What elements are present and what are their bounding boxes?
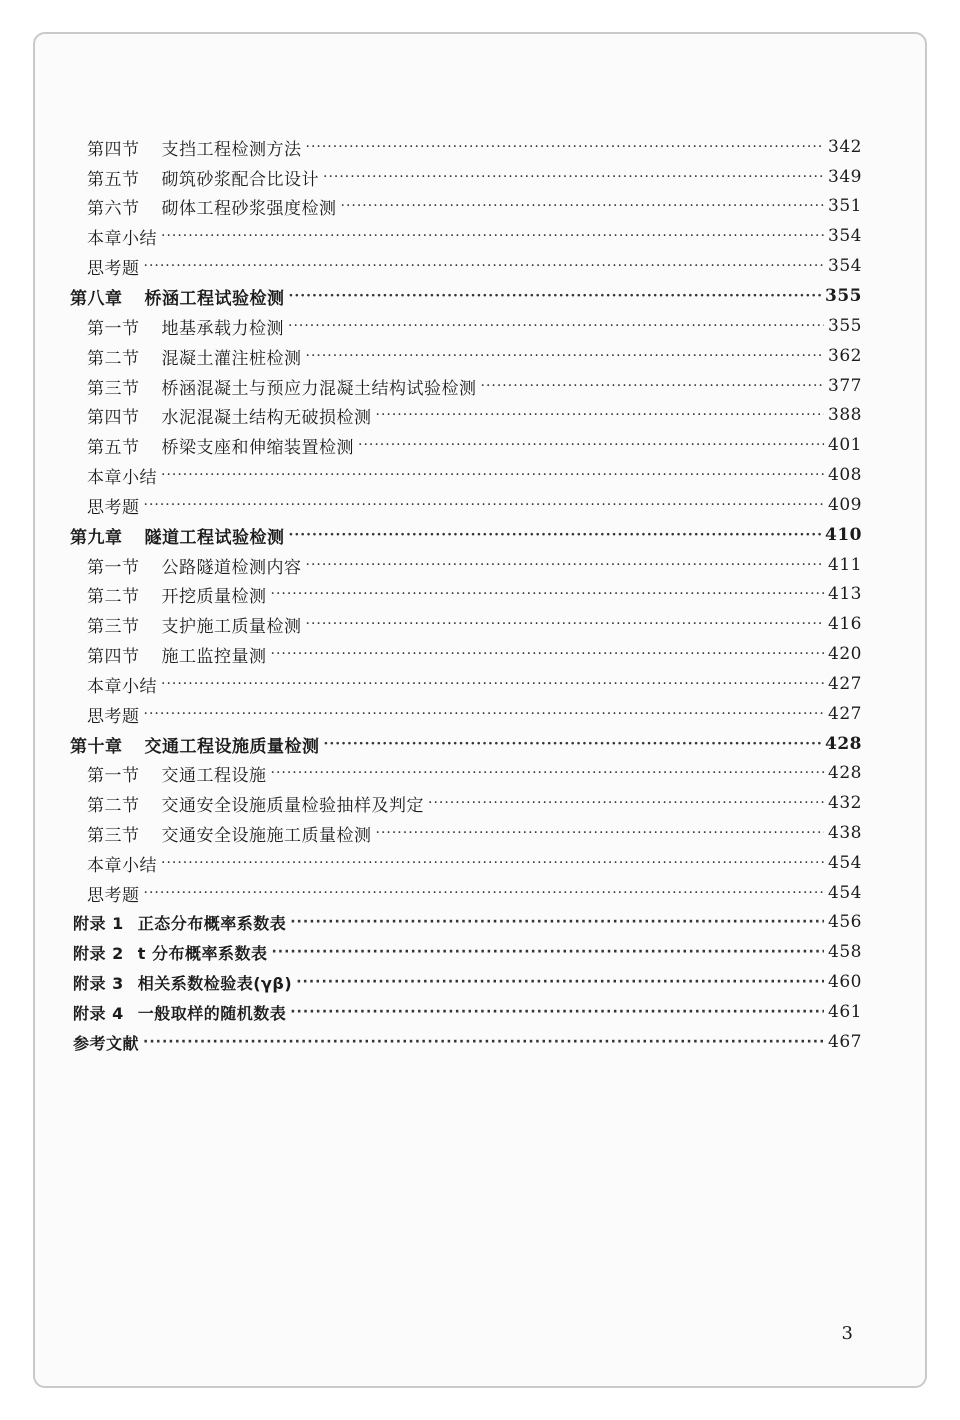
toc-entry-number: 第三节 — [87, 378, 140, 399]
leader-dots — [376, 407, 825, 423]
toc-appendix-title: 正态分布概率系数表 — [137, 913, 287, 933]
toc-entry-page: 409 — [828, 495, 862, 515]
toc-entry-number: 第四节 — [87, 407, 140, 428]
toc-appendix-title: 一般取样的随机数表 — [137, 1003, 287, 1023]
toc-entry-number: 第一节 — [87, 318, 140, 339]
toc-chapter — [70, 520, 862, 550]
leader-dots — [143, 1034, 824, 1050]
toc-entry-page: 401 — [828, 435, 862, 455]
toc-appendix — [73, 967, 862, 997]
toc-entry-title: 思考题 — [87, 258, 140, 279]
leader-dots — [358, 437, 824, 453]
toc-chapter-number: 第九章 — [70, 527, 123, 548]
toc-entry — [87, 848, 862, 878]
toc-entry-page: 416 — [828, 614, 862, 634]
leader-dots — [296, 974, 824, 990]
toc-entry-page: 456 — [828, 912, 862, 932]
toc-entry-page: 351 — [828, 196, 862, 216]
toc-entry — [87, 609, 862, 639]
leader-dots — [161, 855, 824, 871]
toc-entry-title: 地基承载力检测 — [161, 318, 284, 339]
leader-dots — [341, 198, 825, 214]
toc-entry-title: 支挡工程检测方法 — [161, 139, 302, 160]
leader-dots — [290, 1004, 824, 1020]
toc-chapter-title: 隧道工程试验检测 — [144, 527, 285, 548]
toc-entry-number: 第三节 — [87, 825, 140, 846]
toc-chapter — [70, 729, 862, 759]
leader-dots — [161, 228, 824, 244]
leader-dots — [323, 169, 824, 185]
toc-entry — [87, 311, 862, 341]
leader-dots — [290, 914, 824, 930]
leader-dots — [144, 497, 825, 513]
toc-entry-title: 本章小结 — [87, 228, 157, 249]
leader-dots — [144, 885, 825, 901]
toc-entry — [87, 400, 862, 430]
leader-dots — [306, 139, 825, 155]
toc-entry — [87, 550, 862, 580]
leader-dots — [288, 318, 824, 334]
toc-entry-page: 427 — [828, 674, 862, 694]
leader-dots — [271, 944, 824, 960]
toc-entry-page: 461 — [828, 1002, 862, 1022]
toc-entry-page: 342 — [828, 137, 862, 157]
leader-dots — [289, 527, 822, 543]
toc-entry-page: 355 — [828, 316, 862, 336]
leader-dots — [161, 676, 824, 692]
toc-entry-page: 438 — [828, 823, 862, 843]
toc-entry-title: 公路隧道检测内容 — [161, 557, 302, 578]
toc-entry — [87, 818, 862, 848]
toc-entry-title: 交通安全设施质量检验抽样及判定 — [161, 795, 424, 816]
toc-entry — [87, 460, 862, 490]
leader-dots — [144, 258, 825, 274]
toc-entry-page: 349 — [828, 167, 862, 187]
toc-entry — [87, 371, 862, 401]
toc-entry — [87, 162, 862, 192]
toc-entry — [87, 669, 862, 699]
toc-entry-number: 第四节 — [87, 139, 140, 160]
toc-entry — [87, 430, 862, 460]
page-number: 3 — [841, 1323, 853, 1344]
toc-entry-page: 467 — [828, 1032, 862, 1052]
book-page — [33, 32, 927, 1388]
leader-dots — [271, 765, 825, 781]
leader-dots — [306, 348, 825, 364]
toc-entry — [87, 132, 862, 162]
toc-chapter-title: 桥涵工程试验检测 — [144, 288, 285, 309]
toc-appendix — [73, 997, 862, 1027]
toc-entry-title: 本章小结 — [87, 676, 157, 697]
toc-entry — [87, 579, 862, 609]
toc-entry-title: 支护施工质量检测 — [161, 616, 302, 637]
toc-appendix — [73, 937, 862, 967]
toc-entry-page: 354 — [828, 226, 862, 246]
toc-entry-title: 本章小结 — [87, 855, 157, 876]
toc-entry-title: 砌筑砂浆配合比设计 — [161, 169, 319, 190]
toc-entry-page: 362 — [828, 346, 862, 366]
toc-entry-title: 思考题 — [87, 885, 140, 906]
toc-entry-number: 第二节 — [87, 586, 140, 607]
toc-entry-title: 混凝土灌注桩检测 — [161, 348, 302, 369]
leader-dots — [271, 586, 825, 602]
toc-references — [73, 1027, 862, 1057]
toc-entry-title: 思考题 — [87, 706, 140, 727]
toc-entry-page: 388 — [828, 405, 862, 425]
leader-dots — [376, 825, 825, 841]
toc-entry-page: 377 — [828, 376, 862, 396]
leader-dots — [481, 378, 825, 394]
toc-references-title: 参考文献 — [73, 1033, 140, 1053]
toc-entry-page: 411 — [828, 555, 862, 575]
toc-entry-page: 454 — [828, 853, 862, 873]
toc-entry — [87, 878, 862, 908]
toc-entry-number: 第二节 — [87, 795, 140, 816]
toc-entry-number: 第二节 — [87, 348, 140, 369]
toc-entry-page: 354 — [828, 256, 862, 276]
toc-entry-page: 427 — [828, 704, 862, 724]
toc-entry-title: 思考题 — [87, 497, 140, 518]
toc-entry-title: 交通工程设施 — [161, 765, 267, 786]
toc-entry-title: 交通安全设施施工质量检测 — [161, 825, 372, 846]
toc-appendix-number: 附录 1 — [73, 913, 124, 933]
toc-chapter-number: 第八章 — [70, 288, 123, 309]
toc-entry — [87, 699, 862, 729]
toc-appendix — [73, 907, 862, 937]
leader-dots — [428, 795, 824, 811]
toc-entry-number: 第三节 — [87, 616, 140, 637]
leader-dots — [306, 557, 825, 573]
toc-entry-page: 413 — [828, 584, 862, 604]
toc-entry — [87, 788, 862, 818]
leader-dots — [271, 646, 825, 662]
toc-entry — [87, 490, 862, 520]
toc-entry — [87, 251, 862, 281]
toc-entry-number: 第一节 — [87, 765, 140, 786]
toc-entry-page: 420 — [828, 644, 862, 664]
toc-appendix-number: 附录 2 — [73, 943, 124, 963]
toc-entry-title: 开挖质量检测 — [161, 586, 267, 607]
toc-appendix-number: 附录 3 — [73, 973, 124, 993]
toc-entry — [87, 191, 862, 221]
leader-dots — [289, 288, 822, 304]
leader-dots — [161, 467, 824, 483]
toc-entry-page: 460 — [828, 972, 862, 992]
toc-entry-title: 施工监控量测 — [161, 646, 267, 667]
toc-entry-title: 砌体工程砂浆强度检测 — [161, 198, 337, 219]
toc-entry-title: 桥梁支座和伸缩装置检测 — [161, 437, 354, 458]
toc-entry-page: 458 — [828, 942, 862, 962]
toc-entry-page: 454 — [828, 883, 862, 903]
toc-entry-page: 355 — [825, 286, 862, 306]
toc-entry — [87, 758, 862, 788]
toc-entry — [87, 221, 862, 251]
toc-appendix-title: 相关系数检验表(γβ) — [137, 973, 293, 993]
toc-entry-page: 428 — [825, 734, 862, 754]
toc-appendix-title: t 分布概率系数表 — [137, 943, 268, 963]
toc-chapter-number: 第十章 — [70, 736, 123, 757]
toc-entry-page: 410 — [825, 525, 862, 545]
toc-entry-page: 428 — [828, 763, 862, 783]
toc-appendix-number: 附录 4 — [73, 1003, 124, 1023]
leader-dots — [324, 736, 822, 752]
toc-entry-title: 本章小结 — [87, 467, 157, 488]
toc-entry-number: 第五节 — [87, 169, 140, 190]
toc-chapter — [70, 281, 862, 311]
toc-entry-number: 第四节 — [87, 646, 140, 667]
toc-entry-number: 第六节 — [87, 198, 140, 219]
toc-entry-number: 第五节 — [87, 437, 140, 458]
toc-entry — [87, 341, 862, 371]
toc-entry — [87, 639, 862, 669]
toc-entry-page: 432 — [828, 793, 862, 813]
toc-entry-title: 桥涵混凝土与预应力混凝土结构试验检测 — [161, 378, 477, 399]
toc-entry-number: 第一节 — [87, 557, 140, 578]
toc-entry-title: 水泥混凝土结构无破损检测 — [161, 407, 372, 428]
leader-dots — [306, 616, 825, 632]
toc-chapter-title: 交通工程设施质量检测 — [144, 736, 320, 757]
leader-dots — [144, 706, 825, 722]
toc-entry-page: 408 — [828, 465, 862, 485]
